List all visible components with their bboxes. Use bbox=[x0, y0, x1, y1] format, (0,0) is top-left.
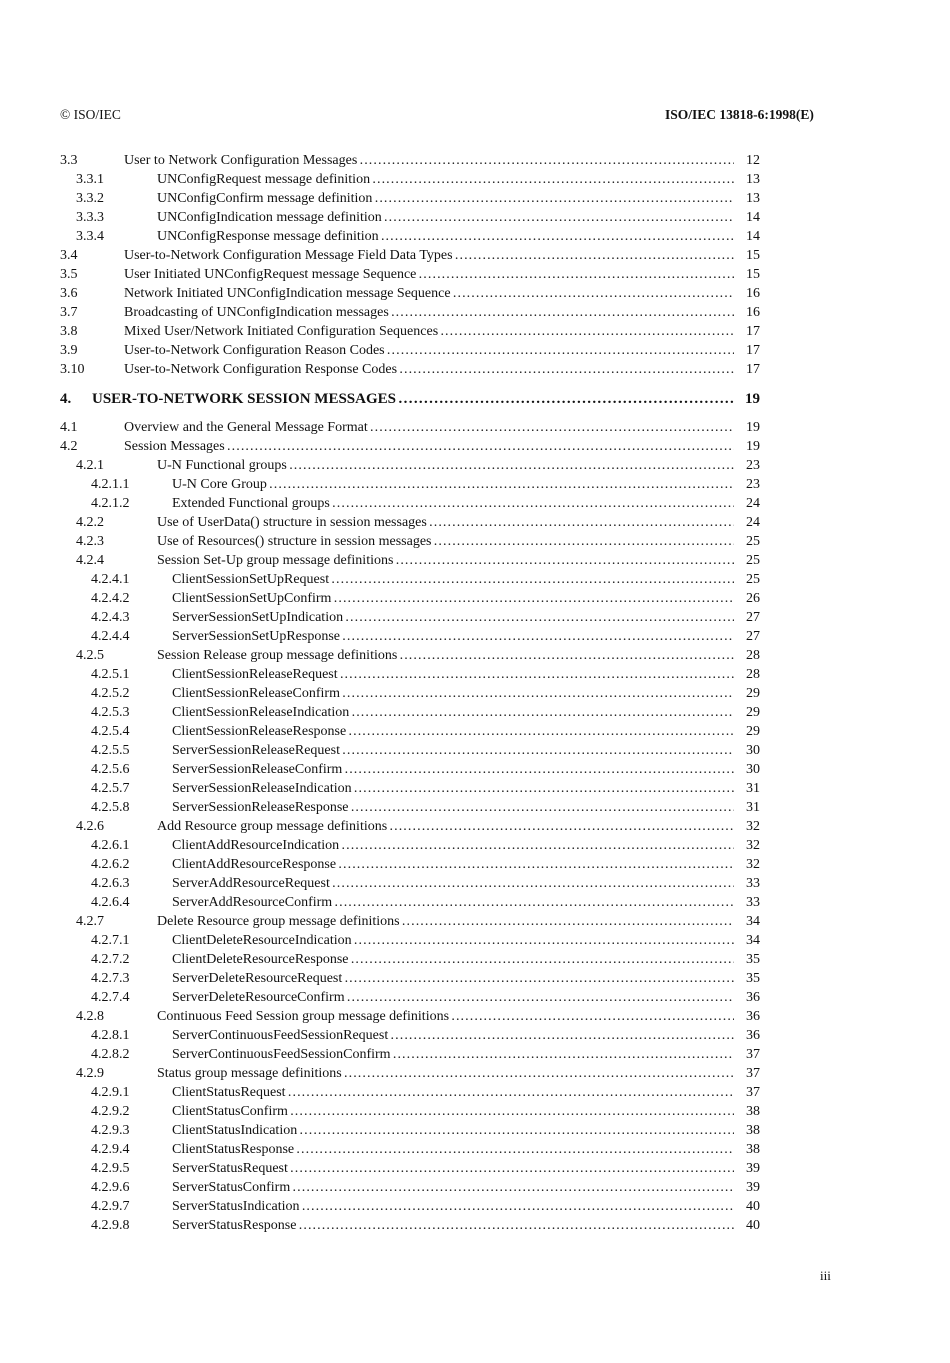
toc-entry-page: 16 bbox=[746, 305, 760, 320]
toc-entry-page: 36 bbox=[746, 1028, 760, 1043]
toc-entry-page: 23 bbox=[746, 477, 760, 492]
toc-entry-number: 4.2.7.1 bbox=[91, 933, 130, 948]
toc-entry-number: 4.2.1.1 bbox=[91, 477, 130, 492]
toc-entry[interactable] bbox=[0, 855, 950, 874]
toc-entry-title bbox=[157, 513, 734, 532]
toc-entry-title-text: ClientStatusRequest . . . bbox=[172, 1085, 734, 1100]
toc-entry-title bbox=[172, 950, 734, 969]
toc-entry-title bbox=[124, 418, 734, 437]
toc-entry-title-text: Use of Resources() structure in session messages . . . bbox=[157, 534, 734, 549]
toc-entry[interactable] bbox=[0, 284, 950, 303]
toc-entry-title-text: ServerAddResourceRequest . . . bbox=[172, 876, 734, 891]
toc-entry-number: 4.2.8.1 bbox=[91, 1028, 130, 1043]
toc-entry-number: 4.2.9.5 bbox=[91, 1161, 130, 1176]
toc-entry-title-text: ServerSessionReleaseRequest . . . bbox=[172, 743, 734, 758]
toc-entry-number: 3.4 bbox=[60, 248, 78, 263]
toc-entry-title bbox=[124, 437, 734, 456]
toc-entry-number: 4.2.8.2 bbox=[91, 1047, 130, 1062]
toc-entry[interactable] bbox=[0, 722, 950, 741]
toc-entry[interactable] bbox=[0, 418, 950, 437]
toc-entry-title-text: ServerSessionSetUpIndication . . . bbox=[172, 610, 734, 625]
toc-entry[interactable] bbox=[0, 1083, 950, 1102]
toc-entry-number: 3.3 bbox=[60, 153, 78, 168]
toc-entry-title bbox=[172, 1102, 734, 1121]
toc-entry-page: 29 bbox=[746, 686, 760, 701]
toc-entry-title bbox=[124, 284, 734, 303]
toc-entry-page: 28 bbox=[746, 648, 760, 663]
toc-entry[interactable] bbox=[0, 1026, 950, 1045]
toc-entry[interactable] bbox=[0, 170, 950, 189]
toc-entry-title bbox=[172, 665, 734, 684]
toc-entry-page: 37 bbox=[746, 1085, 760, 1100]
toc-entry-title-text: ClientSessionReleaseIndication . . . bbox=[172, 705, 734, 720]
toc-entry[interactable] bbox=[0, 950, 950, 969]
toc-entry-number: 4.2.9.7 bbox=[91, 1199, 130, 1214]
toc-entry-number: 3.3.1 bbox=[76, 172, 104, 187]
toc-entry[interactable] bbox=[0, 684, 950, 703]
toc-entry-title-text: ServerContinuousFeedSessionConfirm . . . bbox=[172, 1047, 734, 1062]
toc-entry[interactable] bbox=[0, 1045, 950, 1064]
toc-entry[interactable] bbox=[0, 1178, 950, 1197]
toc-entry-title-text: User-to-Network Configuration Message Field Data Types . . . bbox=[124, 248, 734, 263]
toc-entry-title-text: Broadcasting of UNConfigIndication messages . . . bbox=[124, 305, 734, 320]
toc-entry-page: 12 bbox=[746, 153, 760, 168]
toc-entry-number: 3.9 bbox=[60, 343, 78, 358]
toc-entry-number: 4.2.5.3 bbox=[91, 705, 130, 720]
toc-entry-title bbox=[172, 741, 734, 760]
toc-entry-title bbox=[157, 170, 734, 189]
toc-entry-title-text: Session Messages . . . bbox=[124, 439, 734, 454]
toc-entry-title-text: Session Release group message definitions . . . bbox=[157, 648, 734, 663]
toc-entry-page: 33 bbox=[746, 876, 760, 891]
toc-entry-page: 25 bbox=[746, 534, 760, 549]
toc-entry-title bbox=[157, 227, 734, 246]
toc-entry-title-text: ClientSessionReleaseResponse . . . bbox=[172, 724, 734, 739]
toc-entry[interactable] bbox=[0, 646, 950, 665]
toc-entry-page: 29 bbox=[746, 705, 760, 720]
toc-entry-title bbox=[172, 988, 734, 1007]
toc-entry-title-text: ClientAddResourceResponse . . . bbox=[172, 857, 734, 872]
toc-entry-title-text: Continuous Feed Session group message definitions . . . bbox=[157, 1009, 734, 1024]
toc-entry-title bbox=[172, 1140, 734, 1159]
toc-entry-number: 4.2.4 bbox=[76, 553, 104, 568]
toc-entry-number: 4.1 bbox=[60, 420, 78, 435]
toc-entry-title-text: UNConfigRequest message definition . . . bbox=[157, 172, 734, 187]
toc-entry-title bbox=[172, 779, 734, 798]
toc-entry-page: 24 bbox=[746, 515, 760, 530]
toc-entry-number: 4.2.5.1 bbox=[91, 667, 130, 682]
standard-id: ISO/IEC 13818-6:1998(E) bbox=[665, 107, 814, 122]
toc-entry[interactable] bbox=[0, 760, 950, 779]
toc-entry-title-text: ClientAddResourceIndication . . . bbox=[172, 838, 734, 853]
toc-entry[interactable] bbox=[0, 931, 950, 950]
toc-entry[interactable] bbox=[0, 893, 950, 912]
toc-entry-number: 3.10 bbox=[60, 362, 85, 377]
toc-entry[interactable] bbox=[0, 988, 950, 1007]
toc-entry-number: 4.2.1 bbox=[76, 458, 104, 473]
toc-entry-title-text: U-N Functional groups . . . bbox=[157, 458, 734, 473]
toc-entry-title bbox=[157, 456, 734, 475]
toc-entry-page: 40 bbox=[746, 1218, 760, 1233]
toc-entry-number: 3.3.4 bbox=[76, 229, 104, 244]
toc-entry-page: 34 bbox=[746, 914, 760, 929]
toc-entry-title-text: User to Network Configuration Messages . . . bbox=[124, 153, 734, 168]
toc-entry-title bbox=[157, 551, 734, 570]
toc-entry-page: 36 bbox=[746, 1009, 760, 1024]
toc-entry[interactable] bbox=[0, 1216, 950, 1235]
toc-entry[interactable] bbox=[0, 1064, 950, 1083]
toc-entry-page: 29 bbox=[746, 724, 760, 739]
toc-entry-title-text: ClientSessionSetUpRequest . . . bbox=[172, 572, 734, 587]
toc-entry-title-text: ClientSessionReleaseRequest . . . bbox=[172, 667, 734, 682]
toc-entry-title bbox=[172, 475, 734, 494]
toc-entry-title bbox=[172, 855, 734, 874]
toc-entry-title-text: ServerSessionReleaseResponse . . . bbox=[172, 800, 734, 815]
toc-entry-page: 28 bbox=[746, 667, 760, 682]
toc-entry-title-text: ServerSessionSetUpResponse . . . bbox=[172, 629, 734, 644]
toc-entry-number: 4.2.9.6 bbox=[91, 1180, 130, 1195]
toc-entry[interactable] bbox=[0, 303, 950, 322]
toc-entry[interactable] bbox=[0, 1197, 950, 1216]
toc-entry-title bbox=[124, 341, 734, 360]
toc-entry[interactable] bbox=[0, 912, 950, 931]
toc-entry-title-text: USER-TO-NETWORK SESSION MESSAGES . . . bbox=[92, 391, 734, 407]
toc-entry-title-text: ServerSessionReleaseConfirm . . . bbox=[172, 762, 734, 777]
toc-entry-title bbox=[172, 836, 734, 855]
toc-entry-number: 4. bbox=[60, 391, 72, 407]
toc-entry-title bbox=[124, 246, 734, 265]
toc-entry-page: 14 bbox=[746, 210, 760, 225]
toc-entry-page: 26 bbox=[746, 591, 760, 606]
toc-entry-number: 4.2.7.4 bbox=[91, 990, 130, 1005]
toc-entry-title-text: ClientStatusConfirm . . . bbox=[172, 1104, 734, 1119]
toc-entry-title bbox=[172, 722, 734, 741]
toc-entry-title bbox=[124, 151, 734, 170]
toc-entry[interactable] bbox=[0, 189, 950, 208]
toc-entry[interactable] bbox=[0, 265, 950, 284]
toc-entry-number: 4.2.3 bbox=[76, 534, 104, 549]
toc-entry-title bbox=[172, 684, 734, 703]
toc-entry-title bbox=[172, 703, 734, 722]
toc-entry[interactable] bbox=[0, 627, 950, 646]
toc-entry-title bbox=[157, 208, 734, 227]
toc-entry[interactable] bbox=[0, 1121, 950, 1140]
toc-entry-title-text: ClientDeleteResourceIndication . . . bbox=[172, 933, 734, 948]
toc-entry-title-text: Delete Resource group message definitions . . . bbox=[157, 914, 734, 929]
toc-entry-page: 14 bbox=[746, 229, 760, 244]
toc-entry-page: 15 bbox=[746, 248, 760, 263]
toc-entry-number: 4.2.4.4 bbox=[91, 629, 130, 644]
toc-entry-page: 40 bbox=[746, 1199, 760, 1214]
toc-entry-title bbox=[172, 1197, 734, 1216]
toc-entry-title bbox=[172, 1159, 734, 1178]
toc-entry-page: 19 bbox=[746, 420, 760, 435]
toc-entry-title-text: User-to-Network Configuration Response Codes . . . bbox=[124, 362, 734, 377]
toc-entry[interactable] bbox=[0, 513, 950, 532]
toc-entry-title bbox=[172, 1216, 734, 1235]
toc-entry-title-text: ServerStatusResponse . . . bbox=[172, 1218, 734, 1233]
toc-entry-page: 27 bbox=[746, 610, 760, 625]
toc-entry-number: 3.3.2 bbox=[76, 191, 104, 206]
toc-entry-number: 4.2.9.3 bbox=[91, 1123, 130, 1138]
toc-entry-title-text: ServerStatusRequest . . . bbox=[172, 1161, 734, 1176]
toc-entry-number: 4.2.2 bbox=[76, 515, 104, 530]
toc-entry[interactable] bbox=[0, 741, 950, 760]
toc-entry-title bbox=[124, 265, 734, 284]
toc-entry-title bbox=[172, 931, 734, 950]
toc-entry[interactable] bbox=[0, 475, 950, 494]
toc-entry[interactable] bbox=[0, 341, 950, 360]
toc-entry-title bbox=[157, 532, 734, 551]
toc-entry-page: 25 bbox=[746, 572, 760, 587]
toc-entry-number: 4.2.5.5 bbox=[91, 743, 130, 758]
toc-entry-title bbox=[124, 322, 734, 341]
toc-entry[interactable] bbox=[0, 246, 950, 265]
toc-entry-number: 4.2.9.4 bbox=[91, 1142, 130, 1157]
toc-entry-title bbox=[172, 1121, 734, 1140]
toc-entry[interactable] bbox=[0, 817, 950, 836]
toc-entry-title bbox=[157, 189, 734, 208]
toc-entry-number: 4.2.7.2 bbox=[91, 952, 130, 967]
toc-entry-title-text: Mixed User/Network Initiated Configuration Sequences . . . bbox=[124, 324, 734, 339]
toc-entry[interactable] bbox=[0, 798, 950, 817]
toc-entry-page: 30 bbox=[746, 743, 760, 758]
toc-entry-title bbox=[172, 1045, 734, 1064]
toc-entry-title bbox=[124, 360, 734, 379]
toc-entry-page: 13 bbox=[746, 172, 760, 187]
toc-entry-title bbox=[172, 570, 734, 589]
toc-entry-number: 4.2.7.3 bbox=[91, 971, 130, 986]
toc-entry-page: 31 bbox=[746, 800, 760, 815]
toc-entry-page: 35 bbox=[746, 971, 760, 986]
toc-entry-number: 4.2.5.2 bbox=[91, 686, 130, 701]
toc-entry-page: 38 bbox=[746, 1142, 760, 1157]
toc-entry-page: 24 bbox=[746, 496, 760, 511]
toc-entry-page: 38 bbox=[746, 1104, 760, 1119]
toc-entry[interactable] bbox=[0, 360, 950, 379]
toc-entry-number: 3.8 bbox=[60, 324, 78, 339]
toc-entry-title-text: ServerDeleteResourceRequest . . . bbox=[172, 971, 734, 986]
toc-entry-title bbox=[172, 589, 734, 608]
toc-entry-number: 3.5 bbox=[60, 267, 78, 282]
toc-entry-page: 27 bbox=[746, 629, 760, 644]
toc-entry-title-text: ServerStatusConfirm . . . bbox=[172, 1180, 734, 1195]
toc-entry[interactable] bbox=[0, 608, 950, 627]
toc-entry-title-text: ServerContinuousFeedSessionRequest . . . bbox=[172, 1028, 734, 1043]
toc-entry-title-text: ClientSessionSetUpConfirm . . . bbox=[172, 591, 734, 606]
toc-entry[interactable] bbox=[0, 703, 950, 722]
toc-entry-number: 4.2.8 bbox=[76, 1009, 104, 1024]
toc-entry[interactable] bbox=[0, 874, 950, 893]
toc-entry[interactable] bbox=[0, 227, 950, 246]
toc-entry-title-text: UNConfigConfirm message definition . . . bbox=[157, 191, 734, 206]
toc-entry-page: 36 bbox=[746, 990, 760, 1005]
toc-entry-title bbox=[157, 646, 734, 665]
toc-entry-number: 4.2.6.2 bbox=[91, 857, 130, 872]
toc-entry-number: 4.2.4.1 bbox=[91, 572, 130, 587]
toc-entry-title bbox=[172, 760, 734, 779]
toc-entry-number: 4.2.9.1 bbox=[91, 1085, 130, 1100]
toc-entry-title bbox=[92, 390, 734, 409]
toc-entry-title-text: Network Initiated UNConfigIndication message Sequence . . . bbox=[124, 286, 734, 301]
toc-entry-title-text: ClientDeleteResourceResponse . . . bbox=[172, 952, 734, 967]
toc-entry[interactable] bbox=[0, 437, 950, 456]
page-number: iii bbox=[820, 1268, 831, 1283]
toc-entry-number: 4.2.9.8 bbox=[91, 1218, 130, 1233]
toc-entry-title bbox=[157, 1064, 734, 1083]
toc-entry-title bbox=[172, 608, 734, 627]
toc-entry-number: 4.2.5.8 bbox=[91, 800, 130, 815]
toc-entry-page: 17 bbox=[746, 362, 760, 377]
toc-entry-page: 37 bbox=[746, 1066, 760, 1081]
toc-entry-page: 33 bbox=[746, 895, 760, 910]
toc-entry-number: 4.2.1.2 bbox=[91, 496, 130, 511]
toc-entry-title-text: ServerSessionReleaseIndication . . . bbox=[172, 781, 734, 796]
toc-entry-number: 4.2.6.1 bbox=[91, 838, 130, 853]
toc-entry-page: 38 bbox=[746, 1123, 760, 1138]
toc-entry-title-text: ServerDeleteResourceConfirm . . . bbox=[172, 990, 734, 1005]
toc-entry-page: 19 bbox=[746, 439, 760, 454]
toc-entry[interactable] bbox=[0, 1102, 950, 1121]
toc-entry[interactable] bbox=[0, 589, 950, 608]
toc-entry-title bbox=[172, 874, 734, 893]
toc-entry[interactable] bbox=[0, 1159, 950, 1178]
toc-entry-page: 32 bbox=[746, 819, 760, 834]
toc-entry-title-text: UNConfigResponse message definition . . . bbox=[157, 229, 734, 244]
toc-entry-title-text: User Initiated UNConfigRequest message Sequence . . . bbox=[124, 267, 734, 282]
toc-entry-page: 37 bbox=[746, 1047, 760, 1062]
toc-entry-title-text: Overview and the General Message Format . . . bbox=[124, 420, 734, 435]
toc-entry-title bbox=[172, 893, 734, 912]
toc-entry-page: 25 bbox=[746, 553, 760, 568]
toc-entry[interactable] bbox=[0, 836, 950, 855]
toc-entry-page: 34 bbox=[746, 933, 760, 948]
toc-entry-title-text: U-N Core Group . . . bbox=[172, 477, 734, 492]
toc-entry-title-text: ClientStatusResponse . . . bbox=[172, 1142, 734, 1157]
toc-entry-number: 4.2.5 bbox=[76, 648, 104, 663]
toc-entry-page: 16 bbox=[746, 286, 760, 301]
toc-entry-page: 30 bbox=[746, 762, 760, 777]
toc-entry-title-text: Use of UserData() structure in session messages . . . bbox=[157, 515, 734, 530]
toc-entry[interactable] bbox=[0, 1007, 950, 1026]
toc-entry-number: 4.2.5.6 bbox=[91, 762, 130, 777]
toc-entry-title bbox=[172, 798, 734, 817]
toc-entry-number: 4.2.4.2 bbox=[91, 591, 130, 606]
toc-entry-number: 3.3.3 bbox=[76, 210, 104, 225]
toc-entry-number: 4.2.5.4 bbox=[91, 724, 130, 739]
toc-entry-title bbox=[172, 1178, 734, 1197]
toc-entry-page: 15 bbox=[746, 267, 760, 282]
toc-entry-title-text: ClientStatusIndication . . . bbox=[172, 1123, 734, 1138]
toc-entry-title-text: Session Set-Up group message definitions . . . bbox=[157, 553, 734, 568]
toc-entry[interactable] bbox=[0, 390, 950, 409]
toc-entry-title-text: User-to-Network Configuration Reason Codes . . . bbox=[124, 343, 734, 358]
toc-entry-number: 4.2.6.4 bbox=[91, 895, 130, 910]
toc-entry-page: 32 bbox=[746, 857, 760, 872]
toc-entry[interactable] bbox=[0, 570, 950, 589]
toc-entry-page: 23 bbox=[746, 458, 760, 473]
toc-entry-page: 32 bbox=[746, 838, 760, 853]
toc-entry-number: 4.2.9.2 bbox=[91, 1104, 130, 1119]
toc-entry-title-text: Extended Functional groups . . . bbox=[172, 496, 734, 511]
toc-entry[interactable] bbox=[0, 208, 950, 227]
toc-entry-number: 4.2.9 bbox=[76, 1066, 104, 1081]
toc-entry-page: 17 bbox=[746, 343, 760, 358]
toc-entry-number: 4.2.6.3 bbox=[91, 876, 130, 891]
toc-entry-title bbox=[157, 817, 734, 836]
toc-entry-title bbox=[172, 1083, 734, 1102]
toc-entry-page: 35 bbox=[746, 952, 760, 967]
toc-entry[interactable] bbox=[0, 322, 950, 341]
toc-entry-page: 13 bbox=[746, 191, 760, 206]
toc-entry-title-text: Status group message definitions . . . bbox=[157, 1066, 734, 1081]
toc-entry[interactable] bbox=[0, 151, 950, 170]
toc-entry-number: 3.6 bbox=[60, 286, 78, 301]
toc-entry-title bbox=[172, 627, 734, 646]
toc-entry[interactable] bbox=[0, 1140, 950, 1159]
toc-entry-title bbox=[157, 912, 734, 931]
toc-entry-title bbox=[172, 969, 734, 988]
toc-entry[interactable] bbox=[0, 532, 950, 551]
toc-entry-title-text: ClientSessionReleaseConfirm . . . bbox=[172, 686, 734, 701]
toc-entry-number: 4.2.5.7 bbox=[91, 781, 130, 796]
toc-entry-title-text: ServerAddResourceConfirm . . . bbox=[172, 895, 734, 910]
toc-entry[interactable] bbox=[0, 665, 950, 684]
toc-entry-page: 31 bbox=[746, 781, 760, 796]
toc-entry-title bbox=[172, 494, 734, 513]
toc-entry-title-text: ServerStatusIndication . . . bbox=[172, 1199, 734, 1214]
toc-entry-page: 39 bbox=[746, 1161, 760, 1176]
toc-entry-title-text: Add Resource group message definitions . . . bbox=[157, 819, 734, 834]
toc-entry-page: 39 bbox=[746, 1180, 760, 1195]
toc-entry-number: 4.2 bbox=[60, 439, 78, 454]
toc-entry-number: 4.2.7 bbox=[76, 914, 104, 929]
toc-entry[interactable] bbox=[0, 969, 950, 988]
toc-entry[interactable] bbox=[0, 779, 950, 798]
toc-entry-title bbox=[172, 1026, 734, 1045]
toc-entry-title bbox=[157, 1007, 734, 1026]
toc-entry-page: 19 bbox=[745, 391, 760, 407]
toc-entry[interactable] bbox=[0, 456, 950, 475]
toc-entry-number: 3.7 bbox=[60, 305, 78, 320]
toc-entry-number: 4.2.4.3 bbox=[91, 610, 130, 625]
toc-entry[interactable] bbox=[0, 494, 950, 513]
toc-entry-number: 4.2.6 bbox=[76, 819, 104, 834]
toc-entry[interactable] bbox=[0, 551, 950, 570]
toc-entry-title bbox=[124, 303, 734, 322]
toc-entry-page: 17 bbox=[746, 324, 760, 339]
copyright-label: © ISO/IEC bbox=[60, 107, 121, 122]
toc-entry-title-text: UNConfigIndication message definition . . . bbox=[157, 210, 734, 225]
